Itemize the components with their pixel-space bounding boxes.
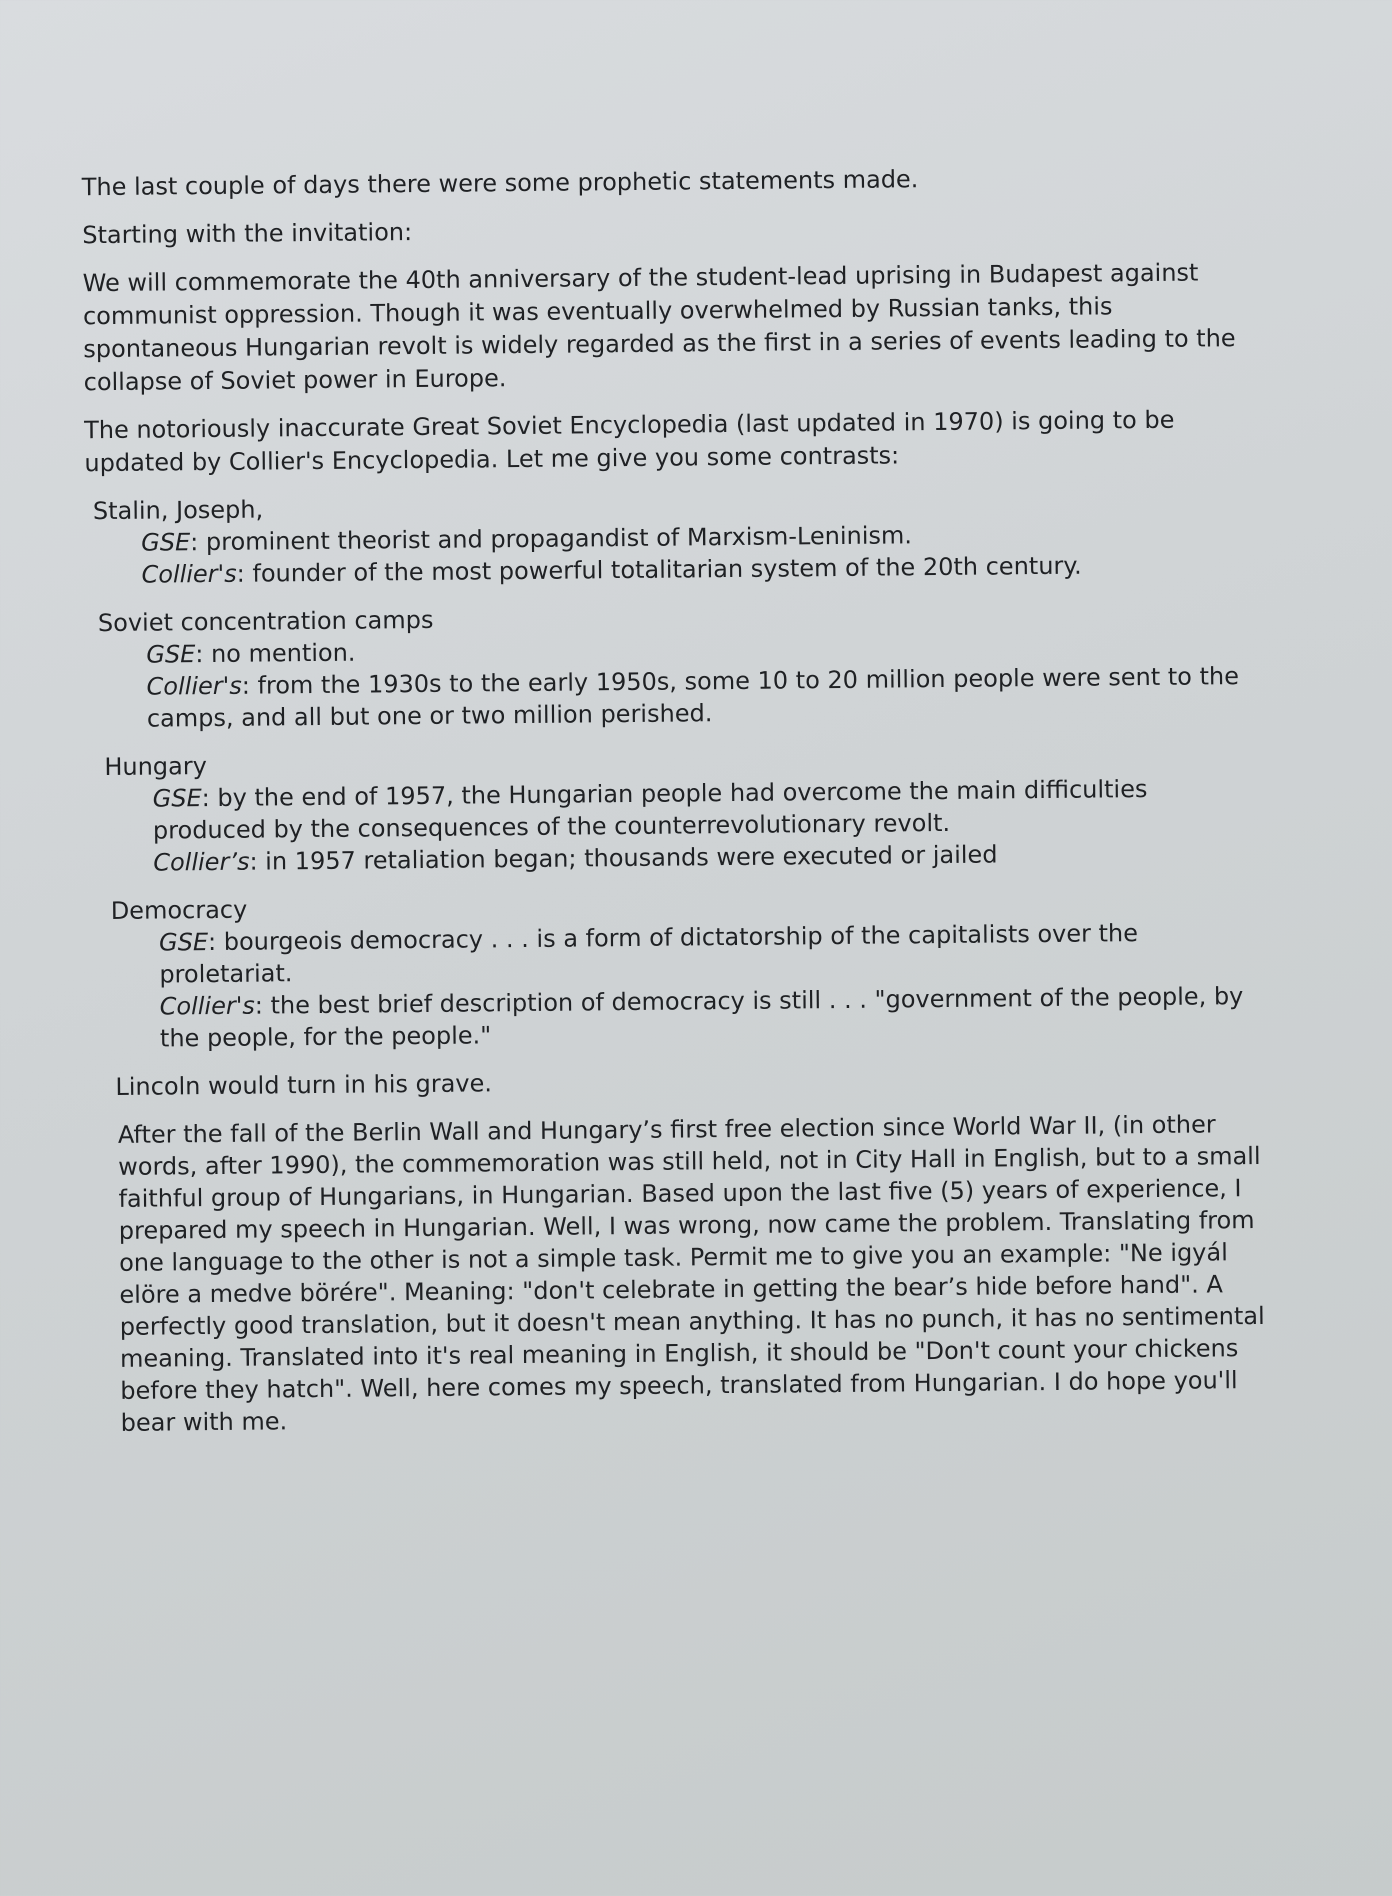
gse-text: : bourgeois democracy . . . is a form of dictatorship of the capitalists over the proletariat. (159, 919, 1139, 989)
entry-democracy (111, 884, 1262, 1055)
colliers-text: : founder of the most powerful totalitarian system of the 20th century. (236, 551, 1082, 588)
gse-label: GSE (141, 528, 191, 557)
gse-text: : no mention. (195, 638, 356, 669)
gse-label: GSE (146, 640, 196, 669)
gse-definition (111, 916, 1262, 991)
closing-paragraph: After the fall of the Berlin Wall and Hungary’s first free election since World War II, (in other words, after 1990), the commemoration was still held, not in City Hall in English, but to a small faithful group of Hungarians, in Hungarian. Based upon the last five (5) years of experience, I prepared my speech in Hungarian. Well, I was wrong, now came the problem. Translating from one language to the other is not a simple task. Permit me to give you an example: "Ne igyál elöre a medve börére". Meaning: "don't celebrate in getting the bear’s hide before hand". A perfectly good translation, but it doesn't mean anything. It has no punch, it has no sentimental meaning. Translated into it's real meaning in English, it should be "Don't count your chickens before they hatch". Well, here comes my speech, translated from Hungarian. I do hope you'll bear with me. (117, 1110, 1265, 1437)
starting-line: Starting with the invitation: (82, 218, 413, 250)
entry-concentration-camps (98, 596, 1259, 735)
entry-hungary (104, 740, 1260, 879)
colliers-label: Collier's (141, 559, 237, 589)
gse-label: GSE (152, 784, 202, 813)
colliers-label: Collier's (159, 991, 255, 1021)
gse-label: GSE (158, 928, 209, 957)
encyclopedia-paragraph: The notoriously inaccurate Great Soviet Encyclopedia (last updated in 1970) is going to be updated by Collier's Encyclopedia. Let me give you some contrasts: (83, 405, 1175, 478)
colliers-text: : in 1957 retaliation began; thousands were executed or jailed (249, 840, 998, 876)
gse-text: : by the end of 1957, the Hungarian people had overcome the main difficulties produced by the consequences of the counterrevolutionary revolt. (152, 775, 1148, 845)
entry-title: Stalin, Joseph, (92, 495, 264, 526)
lincoln-line: Lincoln would turn in his grave. (115, 1069, 493, 1101)
colliers-text: : the best brief description of democracy is still . . . "government of the people, by the people, for the people." (159, 982, 1244, 1053)
colliers-label: Collier’s (153, 847, 250, 877)
entry-title: Hungary (104, 752, 207, 782)
gse-definition (105, 772, 1261, 847)
colliers-label: Collier's (146, 671, 242, 701)
invitation-paragraph: We will commemorate the 40th anniversary of the student-lead uprising in Budapest against communist oppression. Though it was eventually overwhelmed by Russian tanks, this spontaneous Hungarian revolt is widely regarded as the first in a series of events leading to the collapse of Soviet power in Europe. (82, 258, 1236, 397)
entry-stalin (93, 484, 1258, 591)
gse-text: : prominent theorist and propagandist of Marxism-Leninism. (190, 521, 913, 557)
colliers-definition (112, 980, 1263, 1055)
entry-title: Soviet concentration camps (97, 605, 434, 638)
colliers-text: : from the 1930s to the early 1950s, some 10 to 20 million people were sent to the camps, and all but one or two million perished. (146, 662, 1240, 733)
colliers-definition (98, 660, 1259, 735)
entry-title: Democracy (110, 895, 248, 925)
intro-paragraph: The last couple of days there were some prophetic statements made. (81, 165, 919, 202)
